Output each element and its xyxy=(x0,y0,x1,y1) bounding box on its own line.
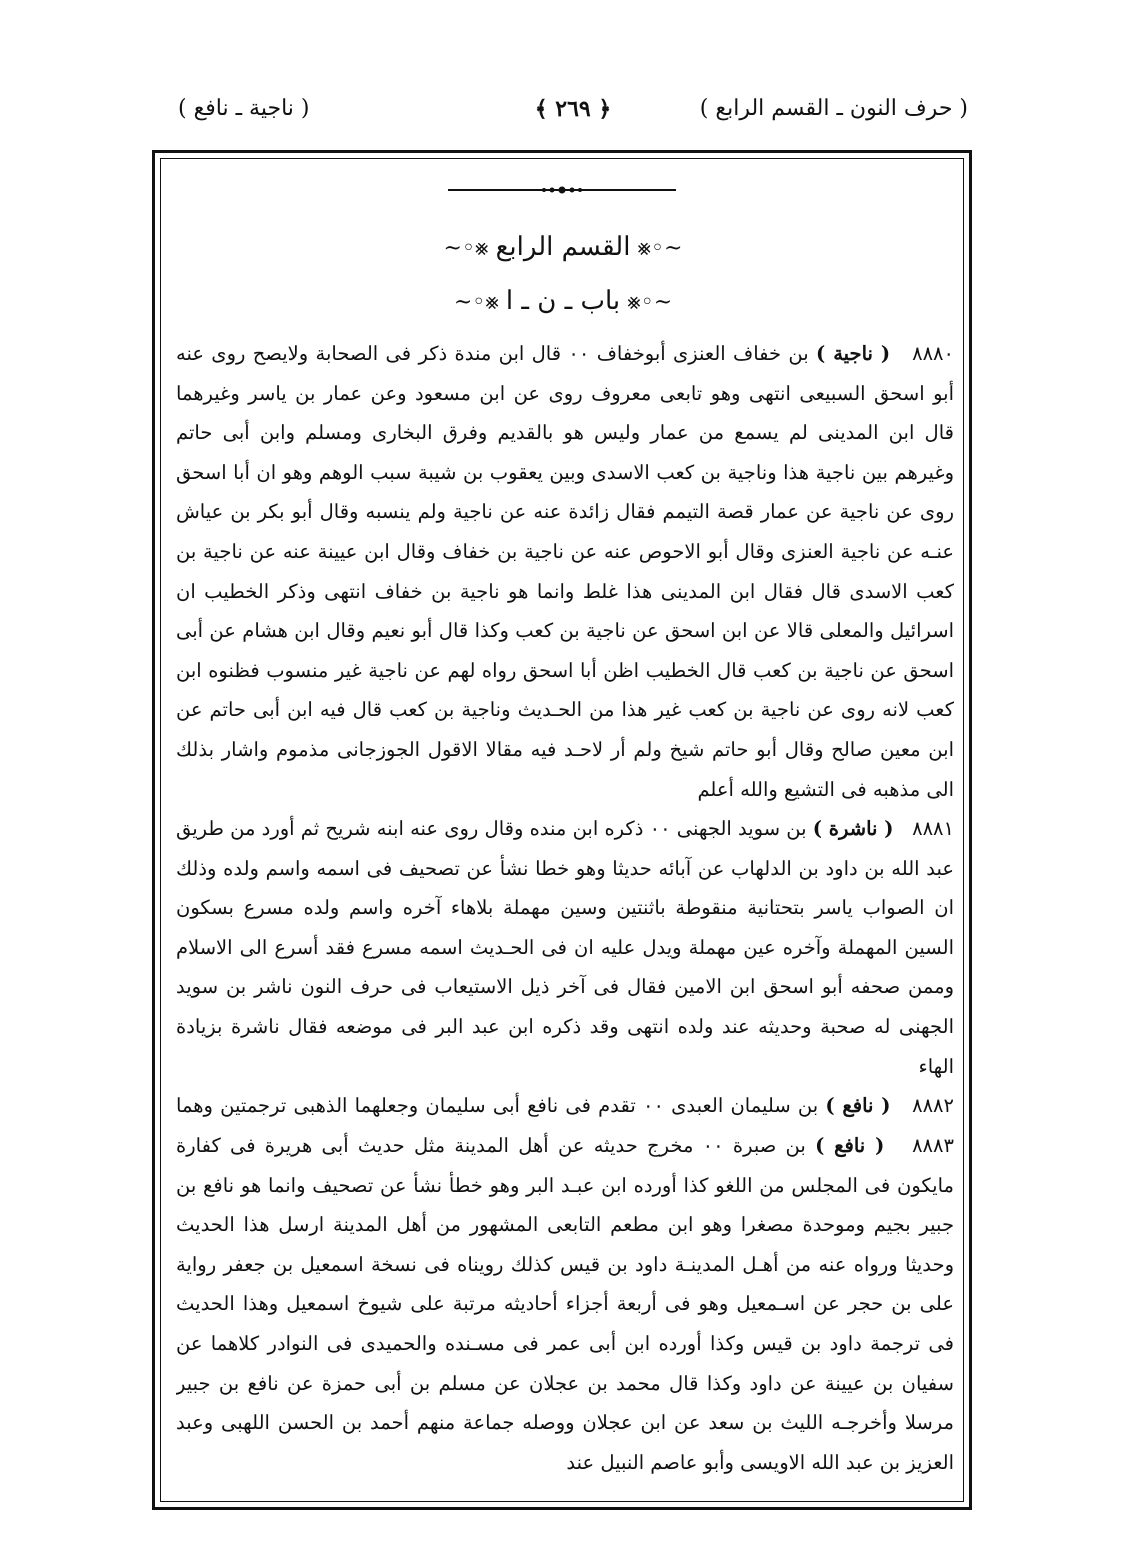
running-head xyxy=(178,96,968,136)
entry-name: ( ناشرة ) xyxy=(812,817,894,840)
ornament-right-icon: ~◦⨳ xyxy=(620,290,673,315)
section-title-text: القسم الرابع xyxy=(495,232,631,262)
entry-text: بن سويد الجهنى ٠٠ ذكره ابن منده وقال روى عنه ابنه شريح ثم أورد من طريق عبد الله بن داود بن الدلهاب عن آبائه حديثا وهو خطا نشأ عن تصحيف فى اسمه واسم ولده وذلك ان الصواب ياسر بتحتانية منقوطة باثنتين وسين مهملة بلاهاء آخره واسم ولده مسرع بسكون السين المهملة وآخره عين مهملة ويدل عليه ان فى الحـديث اسمه مسرع فقد أسرع الى الاسلام وممن صحفه أبو اسحق ابن الامين فقال فى آخر ذيل الاستيعاب فى حرف النون ناشر بن سويد الجهنى له صحبة وحديثه عند ولده انتهى وقد ذكره ابن عبد البر فى موضعه فقال ناشرة بزيادة الهاء xyxy=(176,817,954,1078)
entry-number: ٨٨٨١ xyxy=(912,817,954,840)
ornament-left-icon: ⨳◦~ xyxy=(453,290,506,315)
entries-body xyxy=(176,334,954,1482)
entry xyxy=(176,1126,954,1482)
page-number: ﴿ ٢٦٩ ﴾ xyxy=(534,96,612,122)
entry xyxy=(176,809,954,1086)
section-heading xyxy=(170,232,956,262)
entry-number: ٨٨٨٠ xyxy=(912,342,954,365)
entry-number: ٨٨٨٢ xyxy=(912,1094,954,1117)
entry-text: بن صبرة ٠٠ مخرج حديثه عن أهل المدينة مثل حديث أبى هريرة فى كفارة مايكون فى المجلس من اللغو كذا أورده ابن عبـد البر وهو خطأ نشأ عن تصحيف وانما هو نافع بن جبير بجيم وموحدة مصغرا وهو ابن مطعم التابعى المشهور من أهل المدينة ارسل هذا الحديث وحديثا ورواه عنه من أهـل المدينـة داود بن قيس كذلك رويناه فى نسخة اسمعيل بن جعفر رواية على بن حجر عن اسـمعيل وهو فى أربعة أجزاء أحاديثه مرتبة على شيوخ اسمعيل وهذا الحديث فى ترجمة داود بن قيس وكذا أورده ابن أبى عمر فى مسـنده والحميدى فى النوادر كلاهما عن سفيان بن عيينة عن داود وكذا قال محمد بن عجلان عن مسلم بن أبى حمزة عن نافع بن جبير مرسلا وأخرجـه الليث بن سعد عن ابن عجلان ووصله جماعة منهم أحمد بن الحسن اللهبى وعبد العزيز بن عبد الله الاويسى وأبو عاصم النبيل عند xyxy=(176,1134,954,1474)
chapter-title-text: باب ـ ن ـ ا xyxy=(505,286,621,316)
entry-name: ( نافع ) xyxy=(815,1134,885,1157)
ornament-right-icon: ~◦⨳ xyxy=(630,236,683,261)
chapter-heading xyxy=(170,286,956,316)
running-head-chapter: ( حرف النون ـ القسم الرابع ) xyxy=(699,96,968,121)
entry xyxy=(176,1086,954,1126)
entry-name: ( ناجية ) xyxy=(816,342,891,365)
entry xyxy=(176,334,954,809)
entry-text: بن خفاف العنزى أبوخفاف ٠٠ قال ابن مندة ذكر فى الصحابة ولايصح روى عنه أبو اسحق السبيعى انتهى وهو تابعى معروف روى عن ابن مسعود وعن عمار بن ياسر وغيرهما قال ابن المدينى لم يسمع من عمار وليس هو بالقديم وفرق البخارى ومسلم وابن أبى حاتم وغيرهم بين ناجية هذا وناجية بن كعب الاسدى وبين يعقوب بن شيبة سبب الوهم وهو ان أبا اسحق روى عن ناجية عن عمار قصة التيمم فقال زائدة عنه عن ناجية ولم ينسبه وقال أبو بكر بن عياش عنـه عن ناجية العنزى وقال أبو الاحوص عنه عن ناجية بن خفاف وقال ابن عيينة عنه عن ناجية بن كعب الاسدى قال فقال ابن المدينى هذا غلط وانما هو ناجية بن خفاف انتهى وذكر الخطيب ان اسرائيل والمعلى قالا عن ابن اسحق عن ناجية بن كعب وكذا قال أبو نعيم وقال ابن هشام عن أبى اسحق عن ناجية بن كعب قال الخطيب اظن أبا اسحق رواه لهم عن ناجية غير منسوب فظنوه ابن كعب لانه روى عن ناجية بن كعب غير هذا من الحـديث وناجية بن كعب قال فيه ابن أبى حاتم عن ابن معين صالح وقال أبو حاتم شيخ ولم أر لاحـد فيه مقالا الاقول الجوزجانى مذموم واشار بذلك الى مذهبه فى التشيع والله أعلم xyxy=(176,342,954,801)
entry-text: بن سليمان العبدى ٠٠ تقدم فى نافع أبى سليمان وجعلهما الذهبى ترجمتين وهما xyxy=(176,1094,819,1117)
entry-number: ٨٨٨٣ xyxy=(912,1134,954,1157)
running-head-entries: ( ناجية ـ نافع ) xyxy=(178,96,310,121)
ornament-left-icon: ⨳◦~ xyxy=(443,236,496,261)
entry-name: ( نافع ) xyxy=(825,1094,891,1117)
ornamental-rule xyxy=(448,186,676,194)
